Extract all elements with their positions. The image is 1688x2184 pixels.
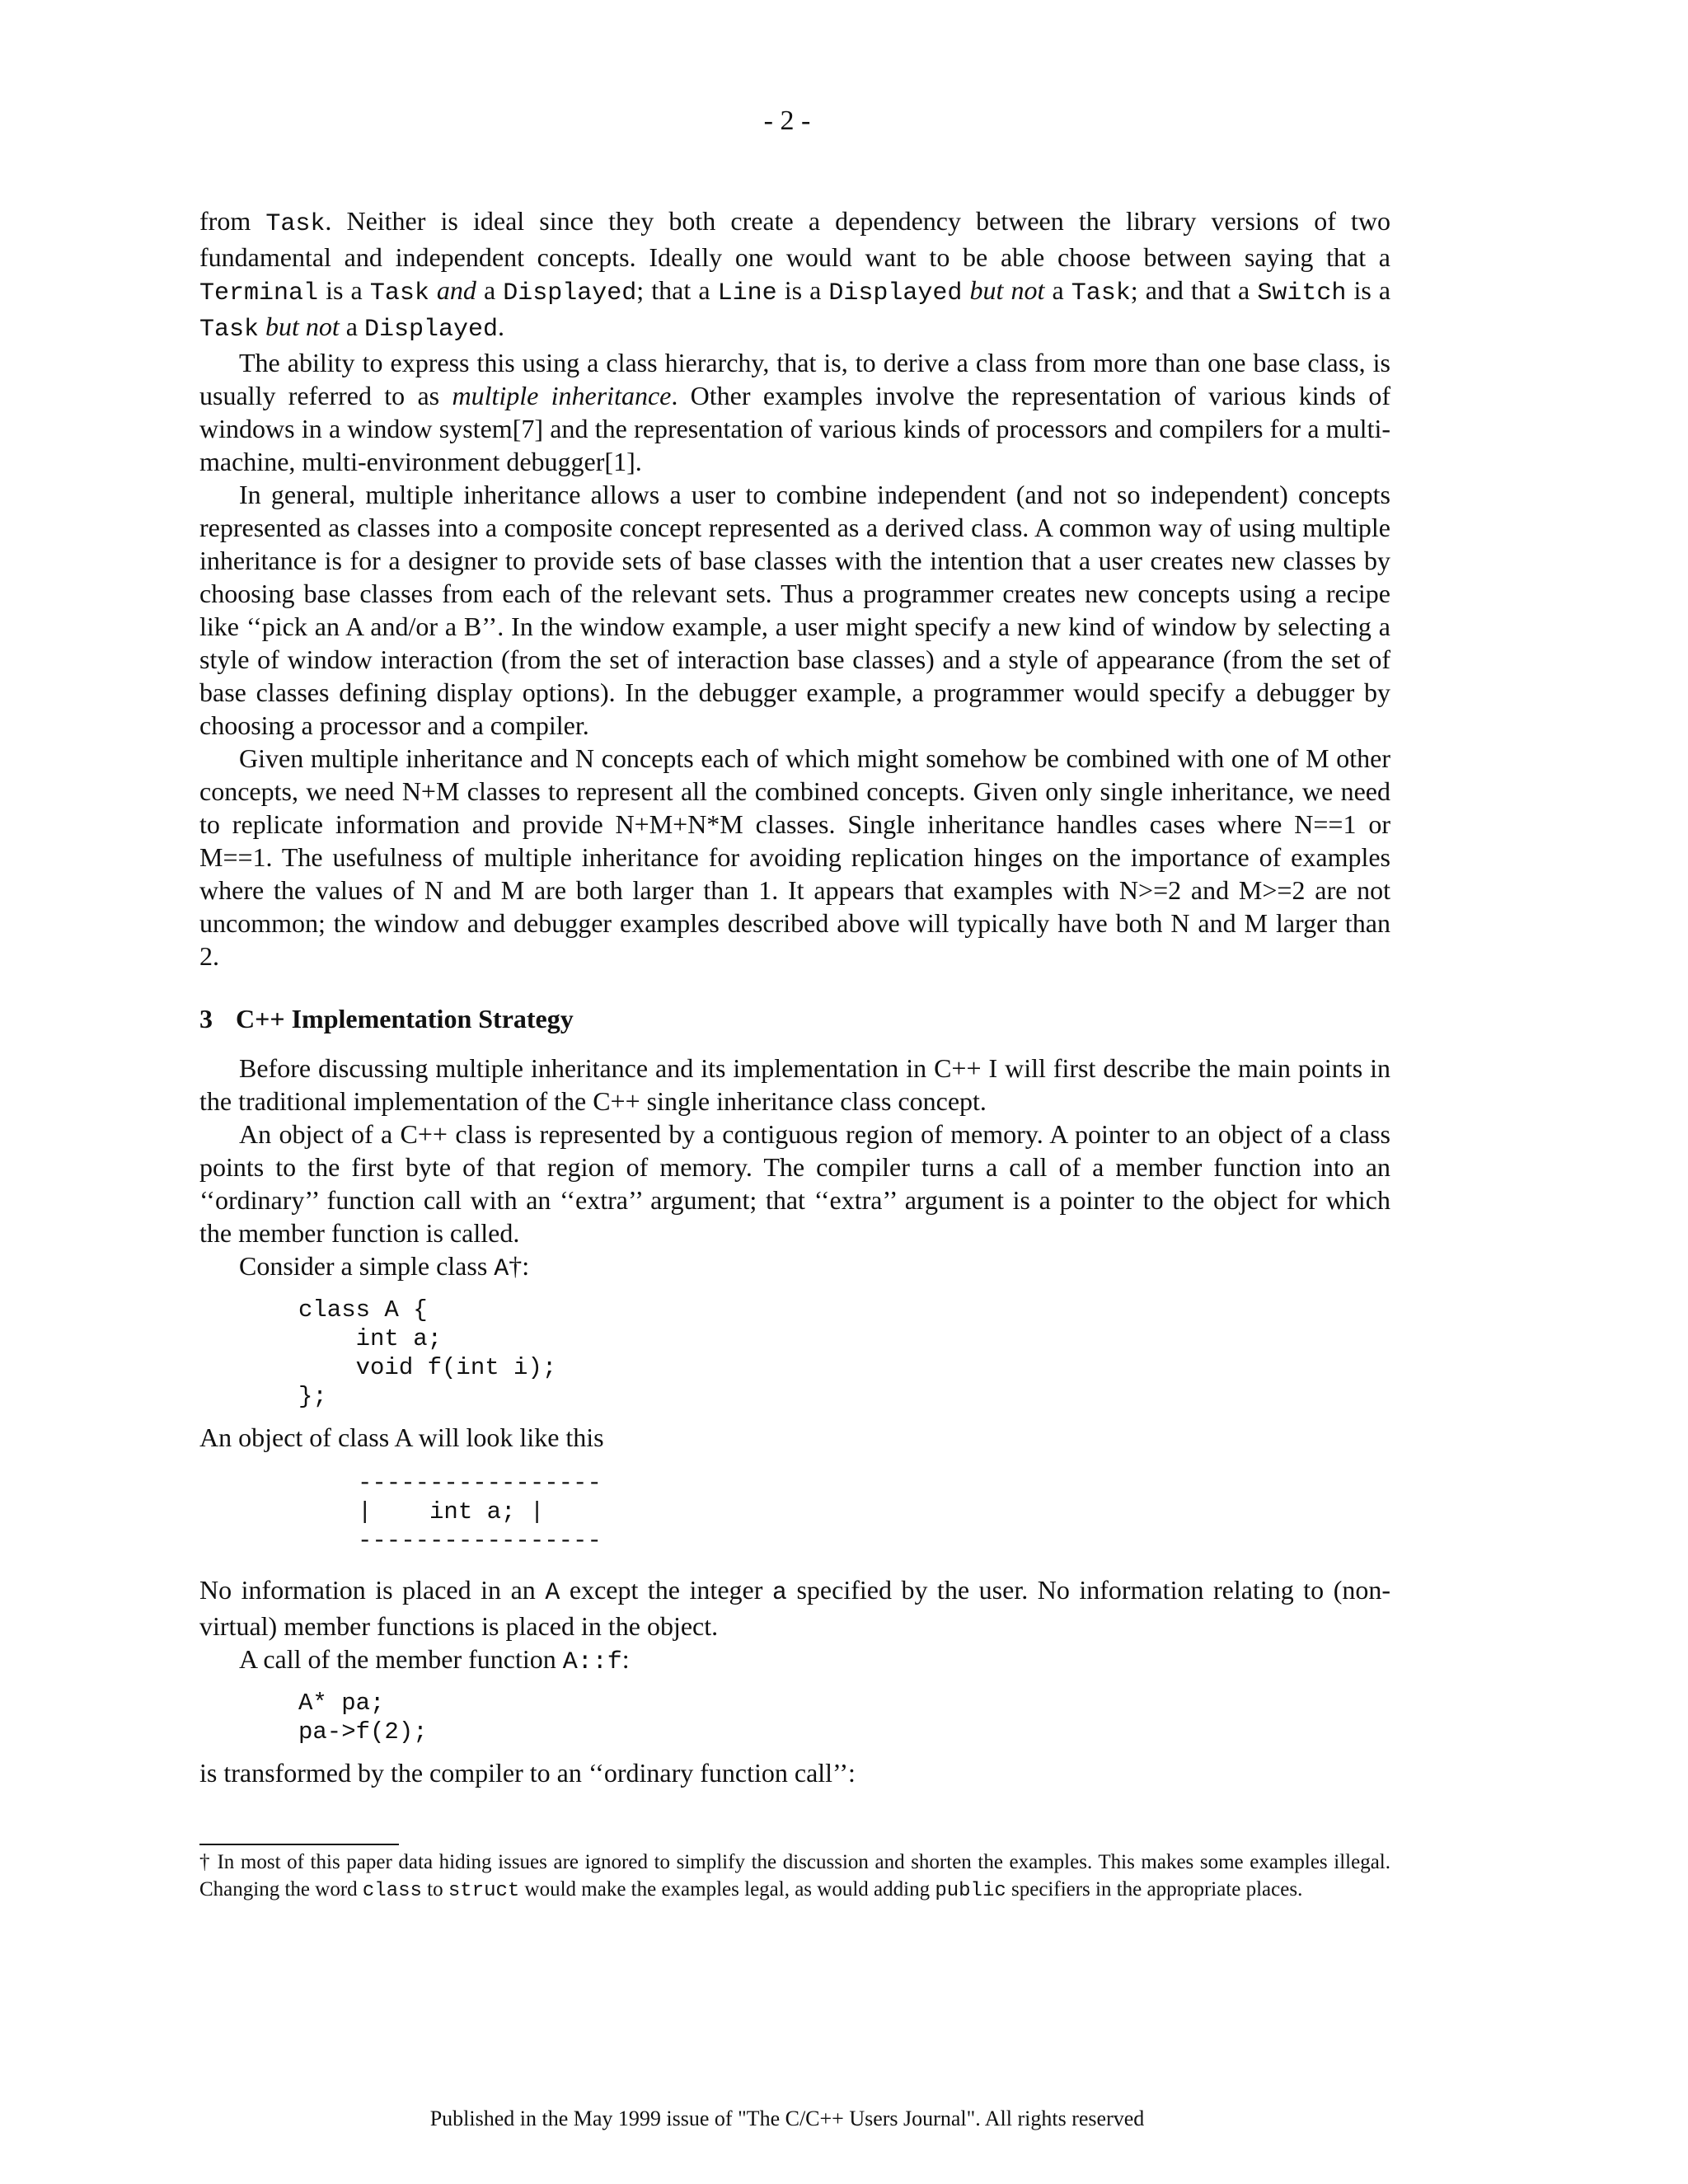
code-inline: Task [1071,279,1131,307]
text: is a [318,275,370,305]
section-heading [199,1002,1390,1035]
text: A call of the member function [239,1644,563,1674]
emphasis: and [436,275,476,305]
paragraph-9 [199,1573,1390,1643]
paragraph-1 [199,204,1390,346]
code-inline: Task [199,316,260,344]
footnote-divider [199,1844,399,1845]
paragraph-10 [199,1643,1390,1679]
code-inline: Task [369,279,429,307]
code-inline: A::f [562,1648,622,1676]
code-inline: A [494,1255,509,1283]
section-number: 3 [199,1004,213,1033]
text [429,275,437,305]
text: except the integer [560,1575,772,1605]
code-inline: A [545,1579,560,1607]
paragraph-11: is transformed by the compiler to an ‘‘ordinary function call’’: [199,1758,856,1788]
text: No information is placed in an [199,1575,546,1605]
code-inline: Displayed [503,279,637,307]
text: †: [509,1251,530,1281]
code-inline: Displayed [828,279,963,307]
code-inline: Line [717,279,777,307]
paragraph-7 [199,1249,1390,1286]
text: to [421,1878,448,1900]
paragraph-5: Before discussing multiple inheritance and its implementation in C++ I will first describe the main points in the traditional implementation of the C++ single inheritance class concept. [199,1053,1390,1116]
object-layout-diagram: ----------------- | int a; | ----------------- [358,1469,602,1554]
code-inline: Displayed [364,316,499,344]
text [259,312,265,341]
code-inline: Task [265,210,326,238]
text: is a [1346,275,1391,305]
footnote [199,1849,1390,1905]
emphasis: but not [265,312,340,341]
text: would make the examples legal, as would adding [519,1878,935,1900]
text: from [199,206,266,236]
code-inline: Terminal [199,279,319,307]
paragraph-6: An object of a C++ class is represented by a contiguous region of memory. A pointer to an object of a class points to the first byte of that region of memory. The compiler turns a call of a member function into an ‘‘ordinary’’ function call with an ‘‘extra’’ argument; that ‘‘extra’’ argument is a pointer to the object for which the member function is called. [199,1119,1390,1248]
page-number: - 2 - [763,105,811,136]
text: . [498,312,505,341]
paragraph-3: In general, multiple inheritance allows a user to combine independent (and not so independent) concepts represented as classes into a composite concept represented as a derived class. A common way of using multiple inheritance is for a designer to provide sets of base classes with the intention that a user creates new classes by choosing base classes from each of the relevant sets. Thus a programmer creates new concepts using a recipe like ‘‘pick an A and/or a B’’. In the window example, a user might specify a new kind of window by selecting a style of window interaction (from the set of interaction base classes) and a style of appearance (from the set of base classes defining display options). In the debugger example, a programmer would specify a debugger by choosing a processor and a compiler. [199,480,1390,740]
text: a [339,312,364,341]
code-block-call: A* pa; pa->f(2); [298,1690,428,1746]
text: † In most of this paper data hiding issues are ignored to simplify the discussion and shorten the examples. This makes some examples illegal. Changing the word [199,1851,1390,1900]
paragraph-2 [199,346,1390,478]
code-inline: struct [448,1880,520,1902]
page-body [199,204,1390,1905]
text: . Neither is ideal since they both create a dependency between the library versions of two fundamental and independent concepts. Ideally one would want to be able choose between saying that a [199,206,1391,272]
emphasis: multiple inheritance [452,381,672,410]
text: a [476,275,504,305]
emphasis: but not [969,275,1045,305]
paragraph-8: An object of class A will look like this [199,1422,604,1452]
code-inline: public [935,1880,1006,1902]
text: ; that a [636,275,718,305]
text [962,275,969,305]
text: is a [776,275,829,305]
text: The ability to express this using a class hierarchy, that is, to derive a class from more than one base class, is usually referred to as [199,348,1390,410]
text: a [1044,275,1071,305]
text: ; and that a [1130,275,1258,305]
code-block-class-a: class A { int a; void f(int i); }; [298,1296,557,1410]
page-footer: Published in the May 1999 issue of "The C/C++ Users Journal". All rights reserved [429,2107,1145,2130]
section-title: C++ Implementation Strategy [236,1004,574,1033]
text: : [621,1644,630,1674]
paragraph-4: Given multiple inheritance and N concepts each of which might somehow be combined with one of M other concepts, we need N+M classes to represent all the combined concepts. Given only single inheritance, we need to replicate information and provide N+M+N*M classes. Single inheritance handles cases where N==1 or M==1. The usefulness of multiple inheritance for avoiding replication hinges on the importance of examples where the values of N and M are both larger than 1. It appears that examples with N>=2 and M>=2 are not uncommon; the window and debugger examples described above will typically have both N and M larger than 2. [199,743,1390,971]
text: Consider a simple class [239,1251,495,1281]
code-inline: class [362,1880,422,1902]
text: specified by the user. No information relating to (non-virtual) member functions is placed in the object. [199,1575,1391,1641]
text: specifiers in the appropriate places. [1006,1878,1303,1900]
code-inline: Switch [1257,279,1347,307]
code-inline: a [771,1579,787,1607]
text: . Other examples involve the representation of various kinds of windows in a window system[7] and the representation of various kinds of processors and compilers for a multi-machine, multi-environment debugger[1]. [199,381,1391,476]
